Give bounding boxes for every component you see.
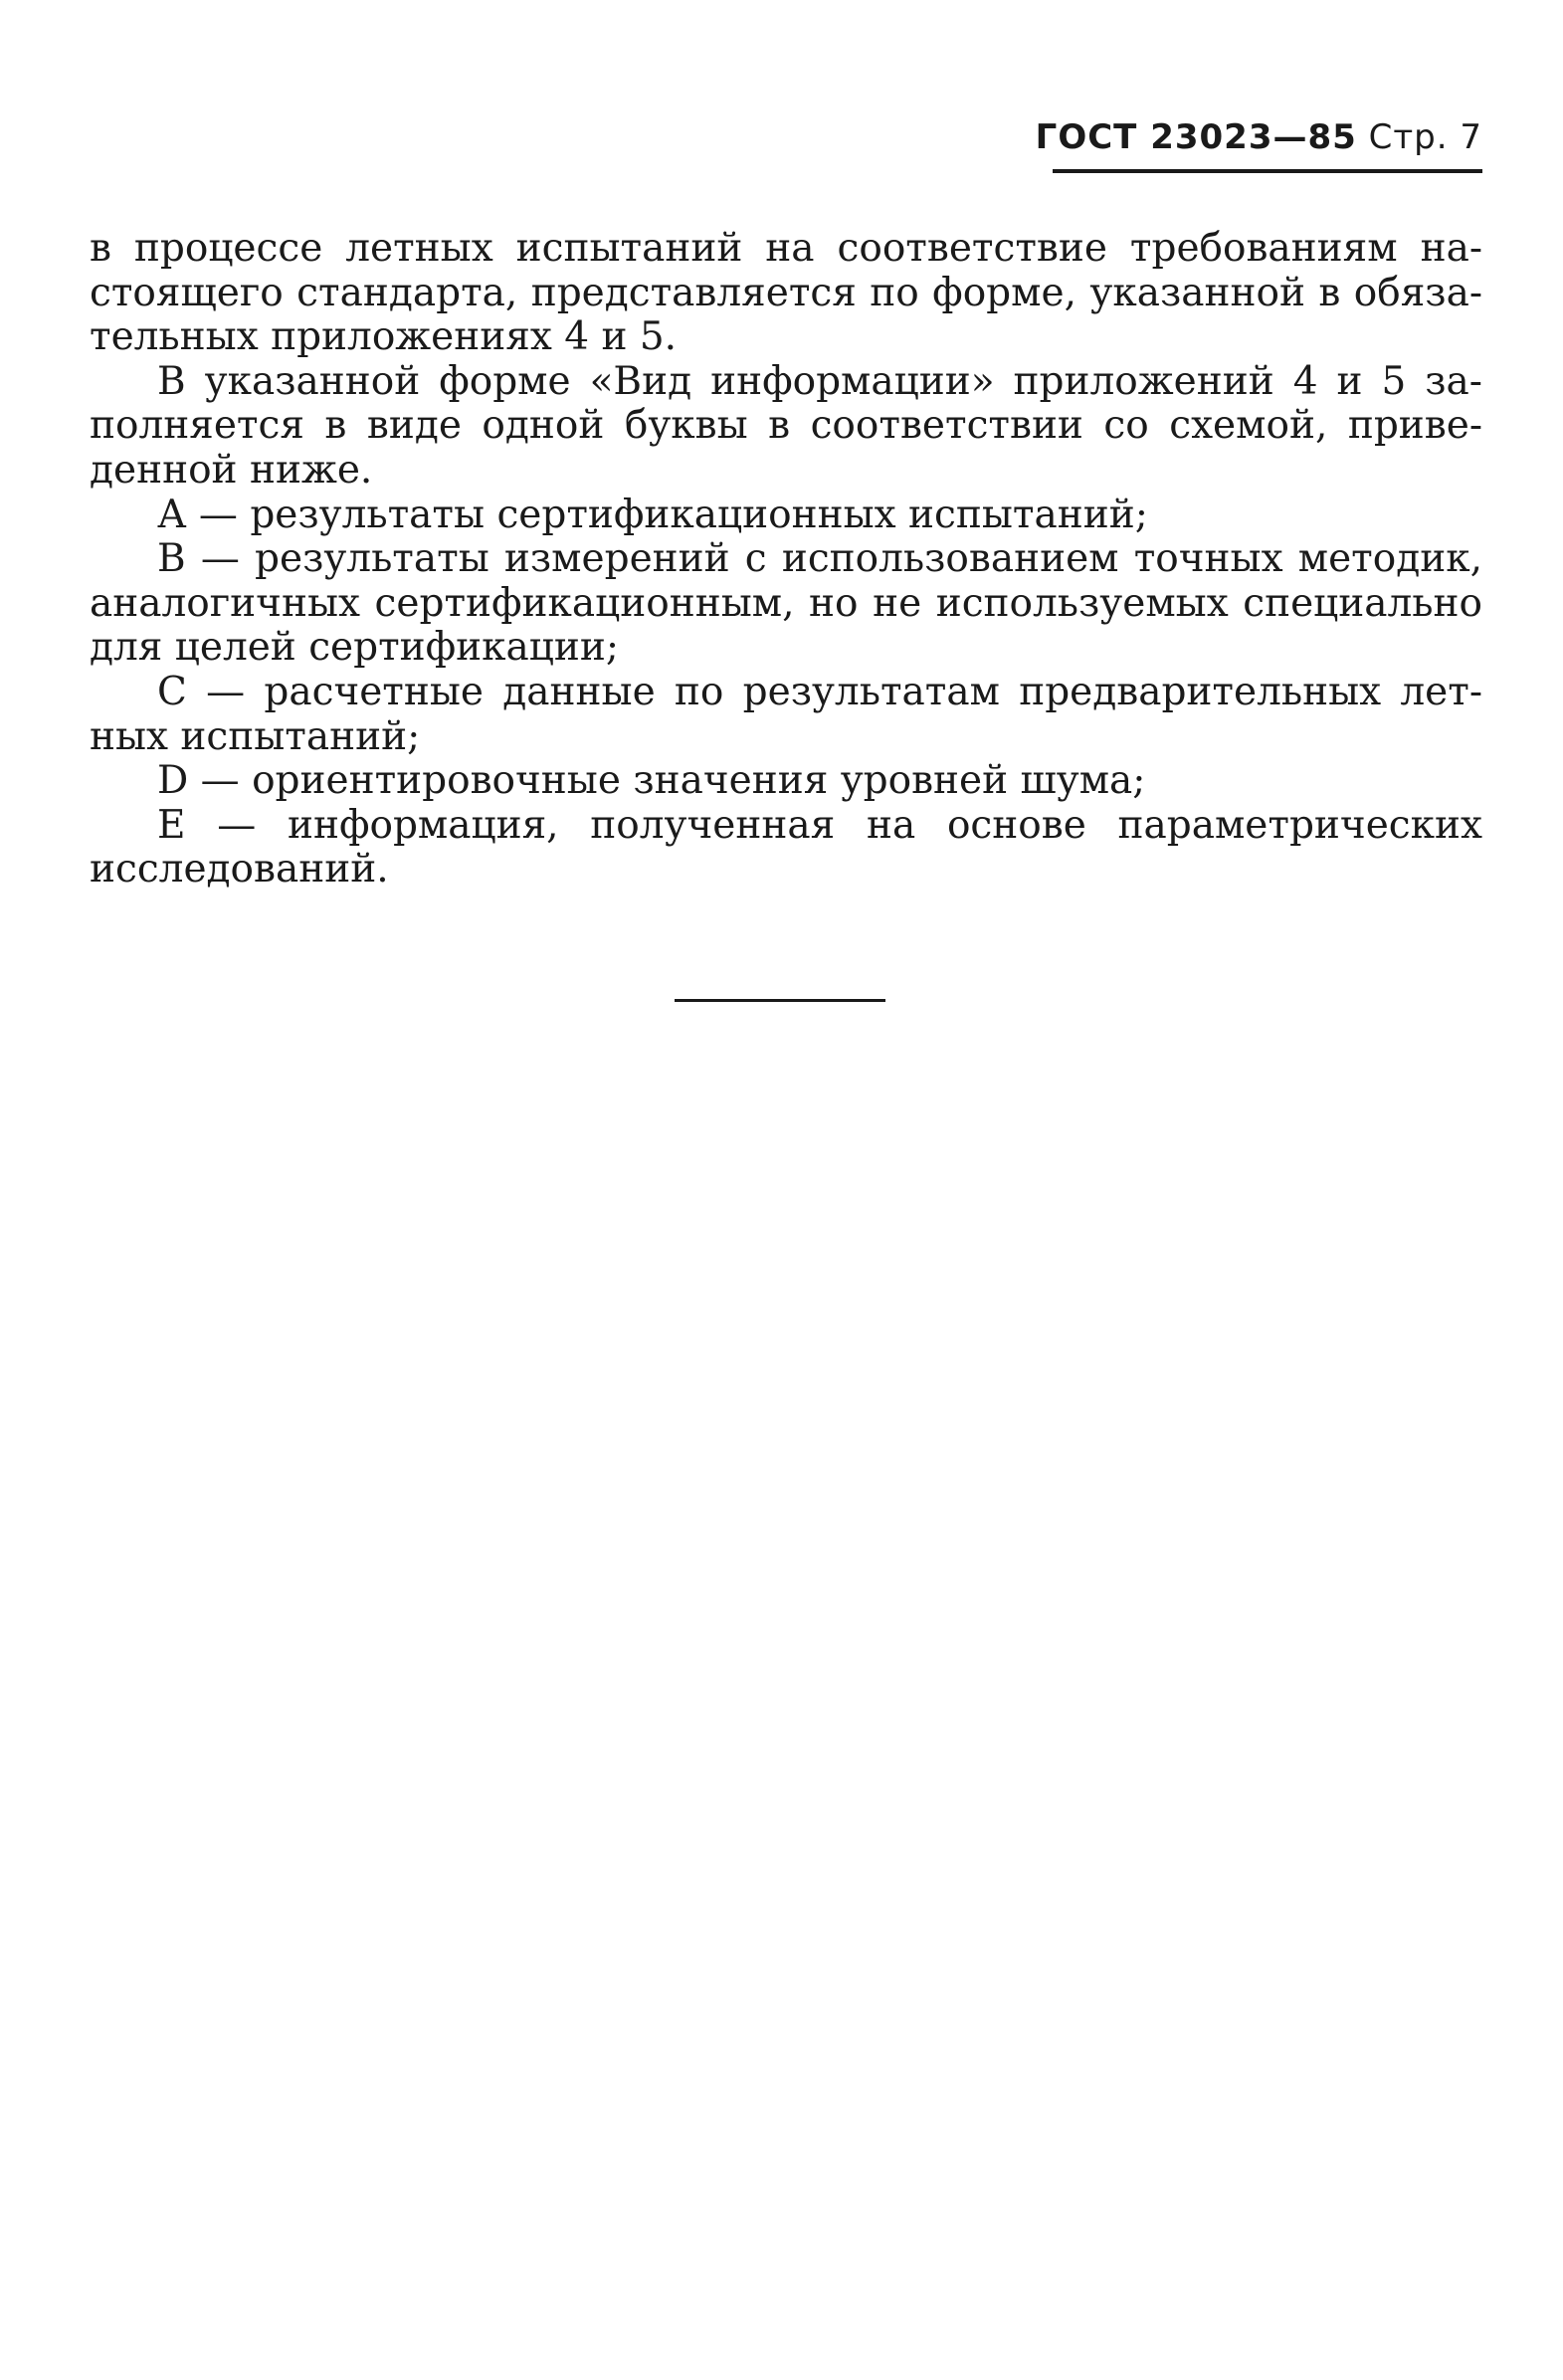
body-text (90, 227, 1482, 892)
list-item-e: Е — информация, полученная на основе параметрических (157, 802, 1482, 848)
text-line: денной ниже. (90, 447, 373, 493)
page-header (1035, 117, 1482, 177)
text-line: для целей сертификации; (90, 625, 620, 671)
list-item-b: В — результаты измерений с использованием точных методик, (157, 536, 1482, 582)
header-rule (1053, 169, 1482, 173)
text-line: ных испытаний; (90, 713, 421, 759)
list-item-d: D — ориентировочные значения уровней шума; (157, 758, 1146, 804)
text-line: тельных приложениях 4 и 5. (90, 314, 678, 360)
text-line: аналогичных сертификационным, но не используемых специально (90, 580, 1482, 626)
list-item-a: А — результаты сертификационных испытаний; (157, 492, 1148, 537)
text-line: исследований. (90, 847, 389, 892)
text-line: полняется в виде одной буквы в соответствии со схемой, приве- (90, 403, 1482, 449)
section-end-rule (675, 999, 885, 1002)
page-number: Стр. 7 (1368, 117, 1482, 157)
list-item-c: С — расчетные данные по результатам предварительных лет- (157, 669, 1482, 714)
text-line: в процессе летных испытаний на соответствие требованиям на- (90, 226, 1482, 271)
document-id: ГОСТ 23023—85 (1035, 117, 1357, 157)
text-line: стоящего стандарта, представляется по форме, указанной в обяза- (90, 270, 1482, 315)
header-text (1036, 117, 1482, 157)
text-line: В указанной форме «Вид информации» приложений 4 и 5 за- (157, 358, 1482, 404)
